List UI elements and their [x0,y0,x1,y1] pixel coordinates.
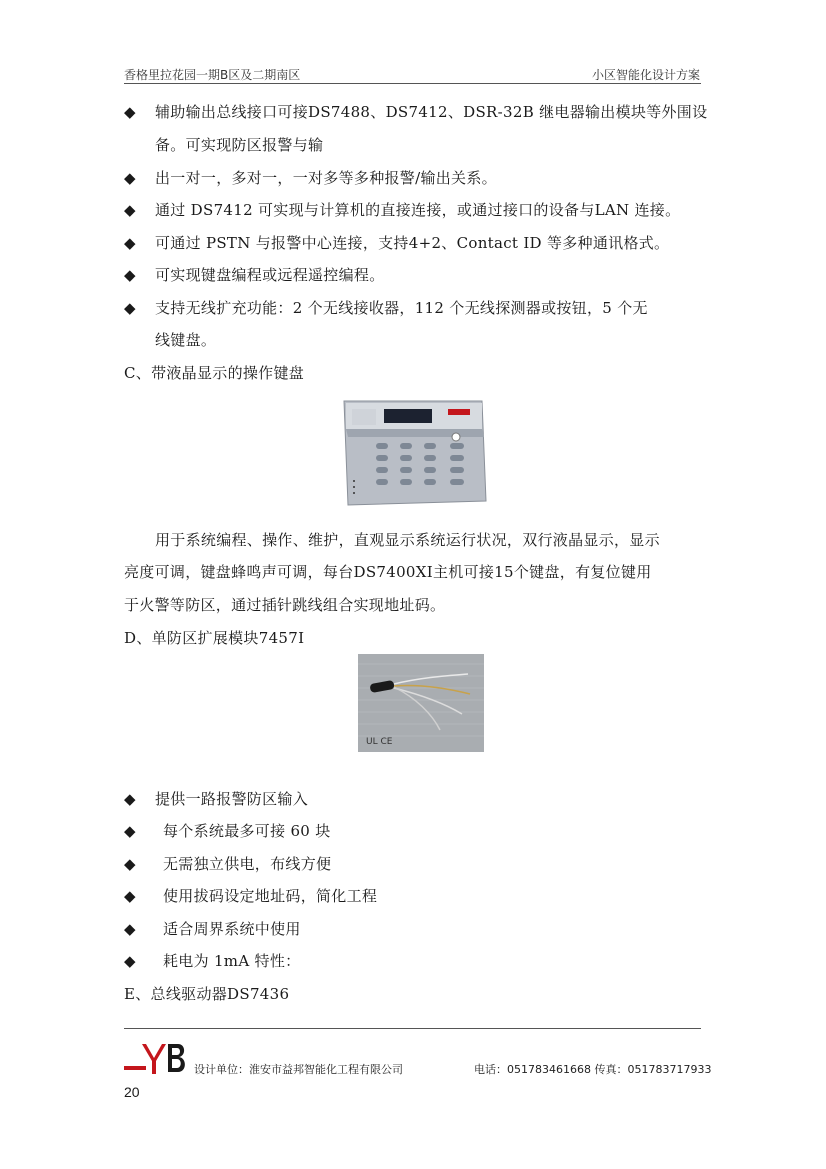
bullet-symbol: ◆ [124,887,136,905]
bullet-item: 可通过 PSTN 与报警中心连接，支持4+2、Contact ID 等多种通讯格式。 [155,234,670,252]
section-d-title: D、单防区扩展模块7457I [124,629,305,647]
section-d-bullet-item: 提供一路报警防区输入 [155,790,309,808]
bullet-symbol: ◆ [124,103,136,121]
bullet-symbol: ◆ [124,234,136,252]
bullet-item: 可实现键盘编程或远程遥控编程。 [155,266,385,284]
section-c-paragraph-line: 于火警等防区，通过插针跳线组合实现地址码。 [124,596,446,614]
bullet-symbol: ◆ [124,855,136,873]
bullet-symbol: ◆ [124,266,136,284]
bullet-symbol: ◆ [124,201,136,219]
section-d-bullet-item: 无需独立供电，布线方便 [163,855,332,873]
bullet-item: 辅助输出总线接口可接DS7488、DS7412、DSR-32B 继电器输出模块等外围设 [155,103,708,121]
bullet-symbol: ◆ [124,169,136,187]
bullet-item: 支持无线扩充功能：2 个无线接收器，112 个无线探测器或按钮，5 个无 [155,299,648,317]
section-d-bullet-item: 适合周界系统中使用 [163,920,301,938]
header-right-title: 小区智能化设计方案 [591,68,700,82]
header-rule [124,83,701,84]
footer-contact: 电话：051783461668 传真：051783717933 [474,1063,712,1076]
bullet-symbol: ◆ [124,952,136,970]
section-d-bullet-item: 使用拔码设定地址码，简化工程 [163,887,378,905]
bullet-symbol: ◆ [124,822,136,840]
company-logo [124,1042,192,1076]
footer-rule [124,1028,701,1029]
bullet-symbol: ◆ [124,920,136,938]
svg-text:UL CE: UL CE [366,737,393,747]
section-d-bullet-item: 耗电为 1mA 特性： [163,952,301,970]
section-c-paragraph-line: 亮度可调，键盘蜂鸣声可调，每台DS7400XI主机可接15个键盘，有复位键用 [124,563,652,581]
bullet-symbol: ◆ [124,790,136,808]
section-c-title: C、带液晶显示的操作键盘 [124,364,305,382]
bullet-item-continuation: 线键盘。 [155,331,217,349]
lcd-keypad-image [340,397,488,507]
section-c-paragraph-line: 用于系统编程、操作、维护，直观显示系统运行状况，双行液晶显示，显示 [155,531,660,549]
footer-design-unit: 设计单位：淮安市益邦智能化工程有限公司 [194,1063,403,1076]
bullet-symbol: ◆ [124,299,136,317]
section-d-bullet-item: 每个系统最多可接 60 块 [163,822,331,840]
header-left-title: 香格里拉花园一期B区及二期南区 [124,68,301,82]
section-e-title: E、总线驱动器DS7436 [124,985,290,1003]
bullet-item: 出一对一，多对一，一对多等多种报警/输出关系。 [155,169,497,187]
expansion-module-image [358,654,484,752]
page-number: 20 [124,1084,140,1100]
bullet-item-continuation: 备。可实现防区报警与输 [155,136,324,154]
bullet-item: 通过 DS7412 可实现与计算机的直接连接，或通过接口的设备与LAN 连接。 [155,201,681,219]
